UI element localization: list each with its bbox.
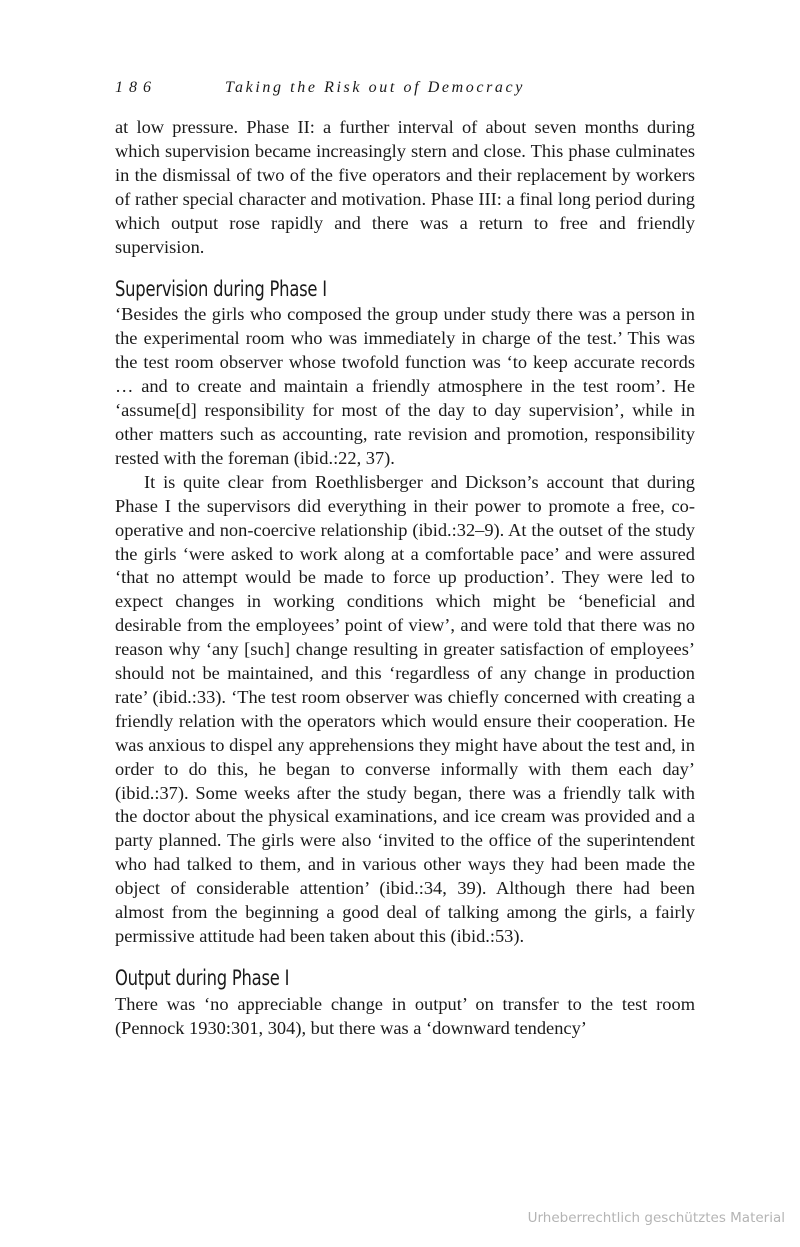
- running-header: [115, 79, 705, 97]
- section-heading-supervision: Supervision during Phase I: [115, 277, 327, 302]
- paragraph-intro: at low pressure. Phase II: a further interval of about seven months during which supervision became increasingly stern and close. This phase culminates in the dismissal of two of the five operators and their replacement by workers of rather special character and motivation. Phase III: a final long period during which output rose rapidly and there was a return to free and friendly supervision.: [115, 117, 695, 257]
- paragraph-supervision-1: ‘Besides the girls who composed the group under study there was a person in the experimental room who was immediately in charge of the test.’ This was the test room observer whose twofold function was ‘to keep accurate records … and to create and maintain a friendly atmosphere in the test room’. He ‘assume[d] responsibility for most of the day to day supervision’, while in other matters such as accounting, rate revision and promotion, responsibility rested with the foreman (ibid.:22, 37).: [115, 304, 695, 468]
- running-title: Taking the Risk out of Democracy: [225, 79, 525, 96]
- section-heading-output: Output during Phase I: [115, 965, 290, 990]
- copyright-watermark: Urheberrechtlich geschütztes Material: [527, 1210, 785, 1226]
- text-body: [115, 116, 695, 1041]
- paragraph-output: There was ‘no appreciable change in output’ on transfer to the test room (Pennock 1930:301, 304), but there was a ‘downward tendency’: [115, 993, 695, 1038]
- page-number: 186: [115, 79, 157, 96]
- paragraph-supervision-2: It is quite clear from Roethlisberger and Dickson’s account that during Phase I the supervisors did everything in their power to promote a free, co-operative and non-coercive relationship (ibid.:32–9). At the outset of the study the girls ‘were asked to work along at a comfortable pace’ and were assured ‘that no attempt would be made to force up production’. They were led to expect changes in working conditions which might be ‘beneficial and desirable from the employees’ point of view’, and were told that there was no reason why ‘any [such] change resulting in greater satisfaction of employees’ should not be maintained, and this ‘regardless of any change in production rate’ (ibid.:33). ‘The test room observer was chiefly concerned with creating a friendly relation with the operators which would ensure their cooperation. He was anxious to dispel any apprehensions they might have about the test and, in order to do this, he began to converse informally with them each day’ (ibid.:37). Some weeks after the study began, there was a friendly talk with the doctor about the physical examinations, and ice cream was provided and a party planned. The girls were also ‘invited to the office of the superintendent who had talked to them, and in various other ways they had been made the object of considerable attention’ (ibid.:34, 39). Although there had been almost from the beginning a good deal of talking among the girls, a fairly permissive attitude had been taken about this (ibid.:53).: [115, 471, 695, 946]
